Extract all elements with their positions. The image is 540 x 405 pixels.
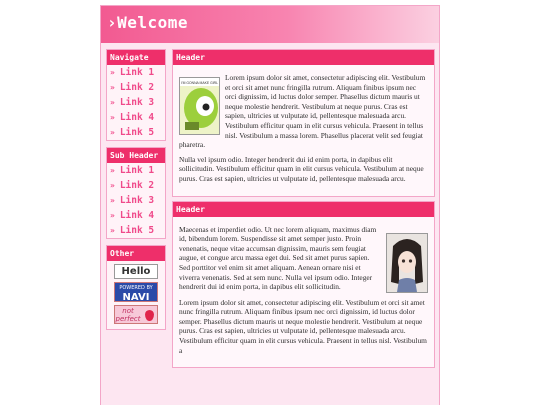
other-box	[106, 245, 166, 330]
cartoon-image	[179, 77, 220, 135]
bullet-icon: »	[110, 128, 115, 137]
not-perfect-text: not perfect	[115, 307, 141, 323]
other-heading: Other	[107, 246, 165, 261]
navigate-box	[106, 49, 166, 141]
cartoon-face-icon	[180, 78, 219, 134]
content-box-2	[172, 201, 435, 369]
navi-badge-word: NAVI	[122, 292, 150, 303]
bullet-icon: »	[110, 113, 115, 122]
nav-link-3[interactable]: » Link 3	[110, 97, 155, 108]
not-perfect-badge[interactable]	[114, 305, 158, 324]
bullet-icon: »	[110, 181, 115, 190]
bullet-icon: »	[110, 166, 115, 175]
sub-link-3[interactable]: » Link 3	[110, 195, 155, 206]
nav-link-2[interactable]: » Link 2	[110, 82, 155, 93]
sub-link-1[interactable]: » Link 1	[110, 165, 155, 176]
header-banner	[101, 6, 439, 43]
bullet-icon: »	[110, 226, 115, 235]
bullet-icon: »	[110, 211, 115, 220]
sub-header-box	[106, 147, 166, 239]
content-box-2-body	[173, 217, 434, 368]
sub-link-4[interactable]: » Link 4	[110, 210, 155, 221]
content-box-2-heading: Header	[173, 202, 434, 217]
main-content	[172, 49, 435, 372]
bullet-icon: »	[110, 98, 115, 107]
nav-link-4[interactable]: » Link 4	[110, 112, 155, 123]
box1-paragraph-1: I'M GONNA MAKE GIRL Lorem ipsum dolor sit amet, consectetur adipiscing elit. Vestibulum et orci sit amet nunc fringilla rutrum. Aliquam finibus ipsum nec orci dignissim, id luctus dolor semper. Phasellus dictum mauris ut neque molestie hendrerit. Vestibulum at neque purus. Cras est sapien, ultricies ut vulputate id, pellentesque malesuada arcu. Vestibulum efficitur quam in elit cursus vehicula. Praesent in tellus nisl. Vestibulum a massa lorem. Phasellus placerat velit sed feugiat pharetra.	[179, 73, 426, 150]
content-box-1-body	[173, 65, 434, 196]
navigate-heading: Navigate	[107, 50, 165, 65]
navi-badge-top: POWERED BY	[119, 285, 153, 291]
content-box-1-heading: Header	[173, 50, 434, 65]
box2-paragraph-2: Lorem ipsum dolor sit amet, consectetur adipiscing elit. Vestibulum et orci sit amet nunc fringilla rutrum. Aliquam finibus ipsum nec orci dignissim, id luctus dolor semper. Phasellus dictum mauris ut neque molestie hendrerit. Vestibulum at neque purus. Cras est sapien, ultricies ut vulputate id, pellentesque malesuada arcu. Vestibulum efficitur quam in elit cursus vehicula. Praesent in tellus nisl. Vestibulum a	[179, 297, 427, 355]
anime-girl-icon	[387, 234, 427, 292]
sidebar	[106, 49, 166, 336]
image-caption: I'M GONNA MAKE GIRL	[180, 81, 219, 85]
box1-paragraph-2: Nulla vel ipsum odio. Integer hendrerit dui id enim porta, in dapibus elit sollicitudin. Vestibulum efficitur quam in elit cursus vehicula. Vestibulum at neque purus. Cras est sapien, ultricies ut vulputate id, pellentesque malesuada arcu.	[179, 154, 424, 183]
hello-badge[interactable]: Hello	[114, 264, 158, 279]
sub-header-heading: Sub Header	[107, 148, 165, 163]
content-box-1	[172, 49, 435, 197]
nav-link-1[interactable]: » Link 1	[110, 67, 155, 78]
site-title: ›Welcome	[107, 13, 189, 32]
bullet-icon: »	[110, 68, 115, 77]
badge-list	[107, 261, 165, 329]
anime-girl-image	[386, 233, 428, 293]
strawberry-icon	[145, 310, 154, 321]
page-container	[100, 5, 440, 405]
powered-by-navi-badge[interactable]	[114, 282, 158, 302]
nav-link-5[interactable]: » Link 5	[110, 127, 155, 138]
bullet-icon: »	[110, 83, 115, 92]
bullet-icon: »	[110, 196, 115, 205]
sub-link-5[interactable]: » Link 5	[110, 225, 155, 236]
sub-link-2[interactable]: » Link 2	[110, 180, 155, 191]
box2-paragraph-1: Maecenas et imperdiet odio. Ut nec lorem aliquam, maximus diam id, bibendum lorem. Suspendisse sit amet semper justo. Proin venenatis, neque vitae accumsan dignissim, mauris sem feugiat augue, et congue arcu massa eget dui. Sed sit amet purus sapien. Sed porttitor vel enim sit amet aliquam. Aenean ornare nisi et viverra venenatis. Sed at sem nunc. Nulla vel ipsum odio. Integer hendrerit dui id enim porta, in dapibus elit sollicitudin.	[179, 225, 428, 292]
